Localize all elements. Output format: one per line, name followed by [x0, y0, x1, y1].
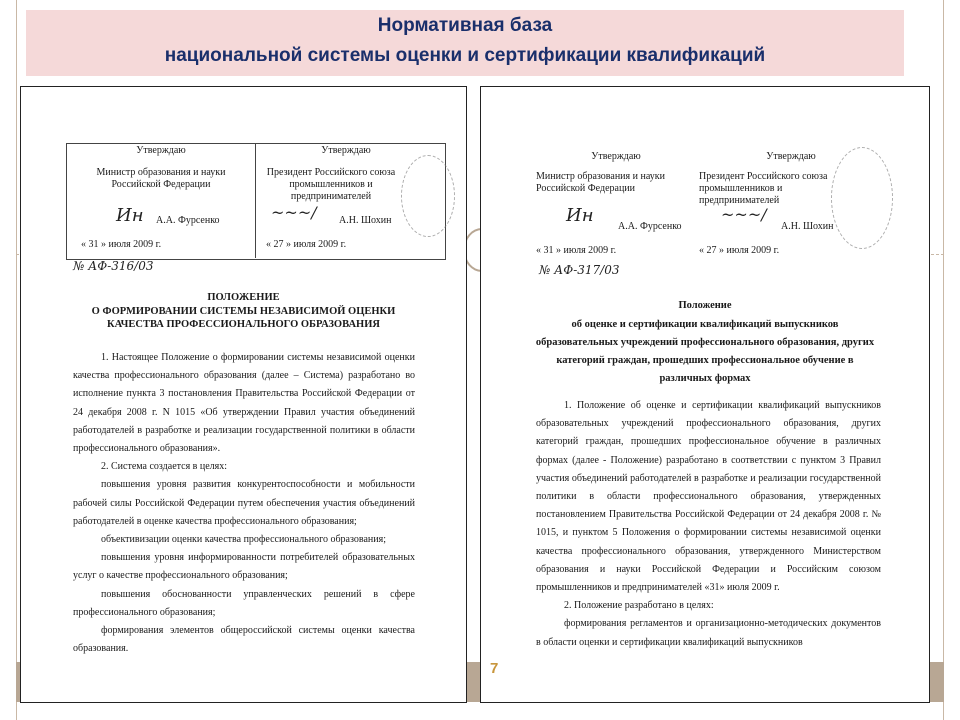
approve-label-left: Утверждаю [591, 151, 641, 162]
approve-name-right: А.Н. Шохин [339, 215, 392, 226]
logo-icon [752, 662, 774, 684]
doc-title-2: О ФОРМИРОВАНИИ СИСТЕМЫ НЕЗАВИСИМОЙ ОЦЕНКИ [91, 306, 396, 317]
doc-title-1: Положение [678, 300, 732, 311]
doc-title-1: ПОЛОЖЕНИЕ [207, 292, 280, 303]
document-body [536, 397, 881, 652]
paragraph: объективизации оценки качества профессионального образования; [101, 534, 386, 546]
approval-divider [255, 143, 256, 258]
approve-org-left: Министр образования и науки Российской Федерации [96, 167, 226, 190]
document-body [73, 349, 415, 658]
doc-title-5: различных формах [659, 373, 751, 384]
approve-org-left: Министр образования и науки Российской Федерации [536, 171, 665, 194]
signature-right: ~~~/ [721, 205, 767, 224]
approve-label-right: Утверждаю [321, 145, 371, 156]
registration-number: № АФ-317/03 [539, 263, 620, 277]
frame-line-right [943, 0, 944, 720]
paragraph: 2. Положение разработано в целях: [564, 600, 714, 612]
signature-right: ~~~/ [271, 203, 317, 222]
paragraph: повышения уровня развития конкурентоспособности и мобильности рабочей силы Российской Федерации путем обеспечения участия объединений работодателей в оценке качества профессионального образования; [73, 479, 415, 527]
paragraph: повышения уровня информированности потребителей образовательных услуг о качестве профессионального образования; [73, 552, 415, 582]
document-scan-right [480, 86, 930, 703]
approve-date-right: « 27 » июля 2009 г. [699, 245, 780, 256]
paragraph: 1. Положение об оценке и сертификации квалификаций выпускников образовательных учреждений профессионального образования, других категорий граждан, прошедших профессиональное обучение в различных формах (далее - Положение) разработано в соответствии с пунктом 3 Правил участия объединений работодателей в разработке и реализации государственной политики в области профессионального образования, утвержденных постановлением Правительства Российской Федерации от 24 декабря 2008 г. № 1015, и пунктом 5 Положения о формировании системы независимой оценки качества профессионального образования, утвержденного Министерством образования и науки Российской Федерации и Российским союзом промышленников и предпринимателей «31» июля 2009 г. [536, 400, 881, 594]
approve-name-left: А.А. Фурсенко [156, 215, 220, 226]
seal-stamp [401, 155, 455, 237]
approve-name-right: А.Н. Шохин [781, 221, 834, 232]
signature-left: Ин [566, 205, 594, 226]
watermark-logo: MyShared [780, 660, 886, 685]
approve-label-left: Утверждаю [136, 145, 186, 156]
doc-title-2: об оценке и сертификации квалификаций выпускников [571, 319, 839, 330]
slide-title-line1: Нормативная база [377, 15, 553, 36]
approve-date-left: « 31 » июля 2009 г. [81, 239, 162, 250]
paragraph: 1. Настоящее Положение о формировании системы независимой оценки качества профессионального образования (далее – Система) разработано во исполнение пункта 3 постановления Правительства Российской Федерации от 24 декабря 2008 г. N 1015 «Об утверждении Правил участия объединений работодателей в разработке и реализации государственной политики в области профессионального образования». [73, 352, 415, 455]
approve-date-right: « 27 » июля 2009 г. [266, 239, 347, 250]
approve-label-right: Утверждаю [766, 151, 816, 162]
frame-line-left [16, 0, 17, 720]
paragraph: формирования элементов общероссийской системы оценки качества образования. [73, 625, 415, 655]
slide-title [26, 10, 904, 76]
approve-name-left: А.А. Фурсенко [618, 221, 682, 232]
doc-title-3: образовательных учреждений профессионального образования, других [535, 337, 875, 348]
paragraph: 2. Система создается в целях: [101, 461, 228, 473]
approve-date-left: « 31 » июля 2009 г. [536, 245, 617, 256]
approve-org-right: Президент Российского союза промышленников и предпринимателей [699, 171, 828, 206]
approve-org-right: Президент Российского союза промышленников и предпринимателей [266, 167, 396, 202]
paragraph: повышения обоснованности управленческих решений в сфере профессионального образования; [73, 588, 415, 618]
seal-stamp [831, 147, 893, 249]
signature-left: Ин [116, 205, 144, 226]
doc-title-4: категорий граждан, прошедших профессиональное обучение в [556, 355, 854, 366]
registration-number: № АФ-316/03 [73, 259, 154, 273]
slide-number: 7 [490, 660, 499, 677]
paragraph: формирования регламентов и организационно-методических документов в области оценки и сертификации квалификаций выпускников [536, 618, 881, 648]
slide-title-line2: национальной системы оценки и сертификации квалификаций [164, 45, 766, 66]
document-scan-left [20, 86, 467, 703]
doc-title-3: КАЧЕСТВА ПРОФЕССИОНАЛЬНОГО ОБРАЗОВАНИЯ [107, 319, 380, 330]
